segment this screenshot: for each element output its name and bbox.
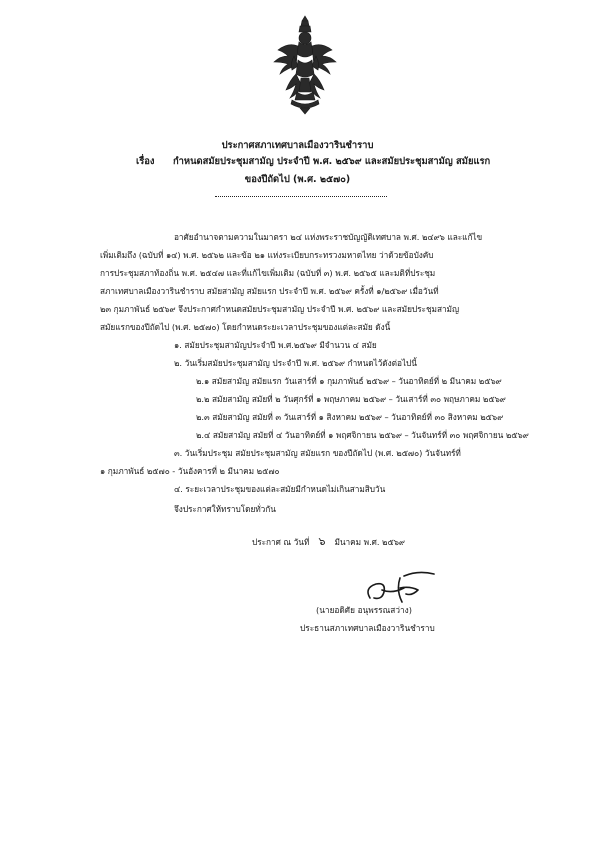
date-month-year: มีนาคม พ.ศ. ๒๕๖๙ <box>334 537 405 547</box>
sub-item-2-4: ๒.๔ สมัยสามัญ สมัยที่ ๔ วันอาทิตย์ที่ ๑ พฤศจิกายน ๒๕๖๙ – วันจันทร์ที่ ๓๐ พฤศจิกายน ๒๕๖๙ <box>196 430 529 440</box>
paragraph-line: สมัยแรกของปีถัดไป (พ.ศ. ๒๕๗๐) โดยกำหนดระยะเวลาประชุมของแต่ละสมัย ดังนี้ <box>100 322 391 332</box>
paragraph-line: เพิ่มเติมถึง (ฉบับที่ ๑๔) พ.ศ. ๒๕๖๒ และข้อ ๒๑ แห่งระเบียบกระทรวงมหาดไทย ว่าด้วยข้อบังคับ <box>100 250 434 260</box>
paragraph-line: การประชุมสภาท้องถิ่น พ.ศ. ๒๕๔๗ และที่แก้ไขเพิ่มเติม (ฉบับที่ ๓) พ.ศ. ๒๕๖๕ และมติที่ประชุม <box>100 268 436 278</box>
signer-name: (นายอดิศัย อนุพรรณสว่าง) <box>316 605 412 615</box>
item-4: ๔. ระยะเวลาประชุมของแต่ละสมัยมีกำหนดไม่เกินสามสิบวัน <box>174 484 386 494</box>
subject-label: เรื่อง <box>136 156 155 167</box>
paragraph-line: สภาเทศบาลเมืองวารินชำราบ สมัยสามัญ สมัยแรก ประจำปี พ.ศ. ๒๕๖๙ ครั้งที่ ๑/๒๕๖๙ เมื่อวันที่ <box>100 286 439 296</box>
dotted-divider <box>215 196 387 197</box>
sub-item-2-3: ๒.๓ สมัยสามัญ สมัยที่ ๓ วันเสาร์ที่ ๑ สิงหาคม ๒๕๖๙ – วันอาทิตย์ที่ ๓๐ สิงหาคม ๒๕๖๙ <box>196 412 504 422</box>
item-3-line-2: ๑ กุมภาพันธ์ ๒๕๗๐ - วันอังคารที่ ๒ มีนาคม ๒๕๗๐ <box>100 466 280 476</box>
handwritten-signature <box>360 568 444 608</box>
closing-text: จึงประกาศให้ทราบโดยทั่วกัน <box>174 504 276 514</box>
sub-item-2-1: ๒.๑ สมัยสามัญ สมัยแรก วันเสาร์ที่ ๑ กุมภาพันธ์ ๒๕๖๙ – วันอาทิตย์ที่ ๒ มีนาคม ๒๕๖๙ <box>196 376 502 386</box>
announcement-title: ประกาศสภาเทศบาลเมืองวารินชำราบ <box>221 140 374 151</box>
date-line <box>252 532 405 550</box>
garuda-emblem <box>270 12 340 117</box>
subject-line-2: ของปีถัดไป (พ.ศ. ๒๕๗๐) <box>244 174 351 185</box>
subject-line-1 <box>136 154 490 169</box>
paragraph-line: ๒๓ กุมภาพันธ์ ๒๕๖๙ จึงประกาศกำหนดสมัยประชุมสามัญ ประจำปี พ.ศ. ๒๕๖๙ และสมัยประชุมสามัญ <box>100 304 460 314</box>
date-prefix: ประกาศ ณ วันที่ <box>252 537 310 547</box>
item-1: ๑. สมัยประชุมสามัญประจำปี พ.ศ.๒๕๖๙ มีจำนวน ๔ สมัย <box>174 340 377 350</box>
date-day: ๖ <box>318 535 326 548</box>
signer-position: ประธานสภาเทศบาลเมืองวารินชำราบ <box>300 623 435 633</box>
subject-text-1: กำหนดสมัยประชุมสามัญ ประจำปี พ.ศ. ๒๕๖๙ และสมัยประชุมสามัญ สมัยแรก <box>172 156 491 167</box>
sub-item-2-2: ๒.๒ สมัยสามัญ สมัยที่ ๒ วันศุกร์ที่ ๑ พฤษภาคม ๒๕๖๙ – วันเสาร์ที่ ๓๐ พฤษภาคม ๒๕๖๙ <box>196 394 506 404</box>
item-2: ๒. วันเริ่มสมัยประชุมสามัญ ประจำปี พ.ศ. ๒๕๖๙ กำหนดไว้ดังต่อไปนี้ <box>174 358 417 368</box>
paragraph-line: อาศัยอำนาจตามความในมาตรา ๒๔ แห่งพระราชบัญญัติเทศบาล พ.ศ. ๒๔๙๖ และแก้ไข <box>174 232 483 242</box>
item-3-line-1: ๓. วันเริ่มประชุม สมัยประชุมสามัญ สมัยแรก ของปีถัดไป (พ.ศ. ๒๕๗๐) วันจันทร์ที่ <box>174 448 461 458</box>
